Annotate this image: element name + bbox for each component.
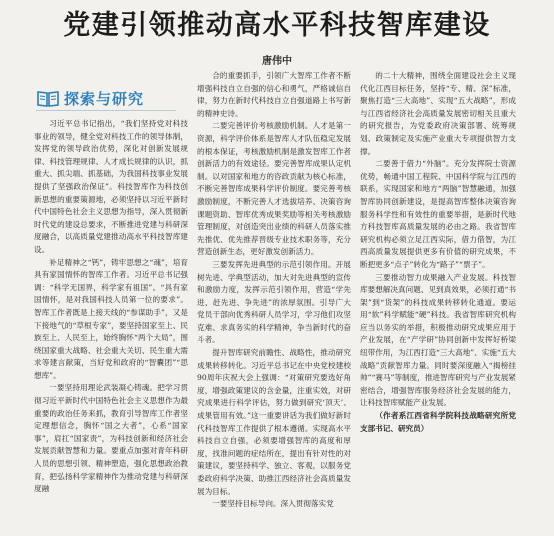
paragraph: 三要推动智力成果融入产业发展。科技智库要想解决真问题、见到真效果，必须打通“书架”到“货架”的科技成果转移转化通道。要运用“软”科学赋能“硬”科技。我省智库研究机构应当以务实的举措，积极推动研究成果应用于产业发展，在“产学研”协同创新中发挥好桥梁纽带作用，为江西打造“三大高地”、实施“五大战略”贡献智库力量。同时要深度融入“揭榜挂帅”“赛马”等制度，推进智库研究与产业发展紧密结合，增强智库服务经济社会发展的能力，让科技智库赋能产业发展。 (360, 272, 516, 408)
section-badge (36, 86, 160, 110)
text-column-2 (197, 70, 351, 536)
paragraph: 补足精神之“钙”，铸牢思想之“魂”，培育具有家国情怀的智库工作者。习近平总书记强调：“科学无国界，科学家有祖国”。“具有家国情怀，是对我国科技人员第一位的要求”。智库工作者既是上接天线的“参谋助手”，又是下接地气的“草根专家”，要坚持国家至上、民族至上、人民至上，始终胸怀“两个大局”，围绕国家重大战略、社会重大关切、民生重大需求等建言献策，当好党和政府的“智囊团”“思想库”。 (34, 257, 188, 380)
paragraph: 的二十大精神，围绕全面建设社会主义现代化江西目标任务，坚持“专、精、深”标准，聚焦打造“三大高地”、实现“五大战略”，形成与江西省经济社会高质量发展密切相关且重大的研究报告，为党委政府决策部署、统筹规划、政策制定及实施产业重大专项提供智力支撑。 (360, 71, 516, 156)
paragraph: 习近平总书记指出，“我们坚持党对科技事业的领导，健全党对科技工作的领导体制，发挥党的领导政治优势，深化对创新发展规律、科技管理规律、人才成长规律的认识，抓重大、抓尖端、抓基础，为我国科技事业发展提供了坚强政治保证”。科技智库作为科技创新思想的重要策源地，必须坚持以习近平新时代中国特色社会主义思想为指导，深入贯彻新时代党的建设总要求，不断推进党建与科研深度融合，以高质量党建推动高水平科技智库建设。 (34, 119, 188, 254)
text-column-1 (34, 118, 188, 536)
paragraph: 提升智库研究前瞻性、战略性，推动研究成果转移转化。习近平总书记在中央党校建校90周年庆祝大会上强调：“对策研究要选好角度，增强政策建议的含金量，注重实效，对研究成果进行科学评估，努力做到研究‘顶天’、成果管用有效。”这一重要讲话为我们做好新时代科技智库工作提供了根本遵循。实现高水平科技自立自强，必须要增强智库的高度和厚度，找准问题的症结所在，提出有针对性的对策建议，要坚持科学、独立、客观，以服务党委政府科学决策、助推江西经济社会高质量发展为目标。 (197, 348, 351, 496)
author-note: （作者系江西省科学院科技战略研究所党支部书记、研究员） (360, 411, 516, 433)
paragraph: 一要坚持目标导向。深入贯彻落实党 (212, 499, 334, 509)
section-label: 探索与研究 (64, 89, 145, 108)
paragraph: 合的重要抓手，引领广大智库工作者不断增强科技自立自强的信心和勇气，严格诚信自律，努力在新时代科技自立自强道路上书写新的精神史诗。 (197, 71, 351, 118)
paragraph: 三要发挥先进典型的示范引领作用。开展树先进、学典型活动，加大对先进典型的宣传和激励力度，发挥示范引领作用，营造“学先进、赶先进、争先进”的浓厚氛围。引导广大党员干部向优秀科研人员学习，学习他们攻坚克难、求真务实的科学精神，争当新时代的奋斗者。 (197, 259, 351, 345)
book-icon (36, 87, 60, 109)
text-column-3 (360, 70, 516, 536)
paragraph: 一要坚持用理论武装凝心铸魂。把学习贯彻习近平新时代中国特色社会主义思想作为最重要的政治任务来抓，教育引导智库工作者坚定理想信念，胸怀“国之大者”，心系“国家事”，肩扛“国家责”，为科技创新和经济社会发展贡献智慧和力量。要重点加强对青年科研人员的思想引领、精神塑造，强化思想政治教育，把弘扬科学家精神作为推动党建与科研深度融 (34, 383, 188, 494)
paragraph: 二要善于借力“外脑”。充分发挥院士资源优势，畅通中国工程院、中国科学院与江西的联系，实现国家和地方“两脑”智慧融通，加强智库协同创新建设，是提高智库整体决策咨询服务科学性和有效性的重要举措，是新时代地方科技智库高质量发展的必由之路。我省智库研究机构必须立足江西实际，借力借智，为江西高质量发展提供更多有价值的研究成果，不断把更多“点子”转化为“路子”“票子”。 (360, 159, 516, 269)
article-author: 唐伟中 (262, 56, 292, 67)
article-title: 党建引领推动高水平科技智库建设 (63, 10, 491, 41)
section-rule (36, 110, 176, 111)
paragraph: 二要完善评价考核激励机制。人才是第一资源，科学评价体系是智库人才队伍稳定发展的根本保证，考核激励机制是激发智库工作者创新活力的有效途径。要完善智库成果认定机制。以对国家和地方的咨政贡献为核心标准，不断完善智库成果科学评价制度。要完善考核激励制度，不断完善人才选拔培养、决策咨询课题资助、智库优秀成果奖励等相关考核激励管理制度，对创造突出业绩的科研人员落实推先推优、优先推荐晋级专业技术职务等，充分营造创新生态，更好激发创新活力。 (197, 121, 351, 257)
